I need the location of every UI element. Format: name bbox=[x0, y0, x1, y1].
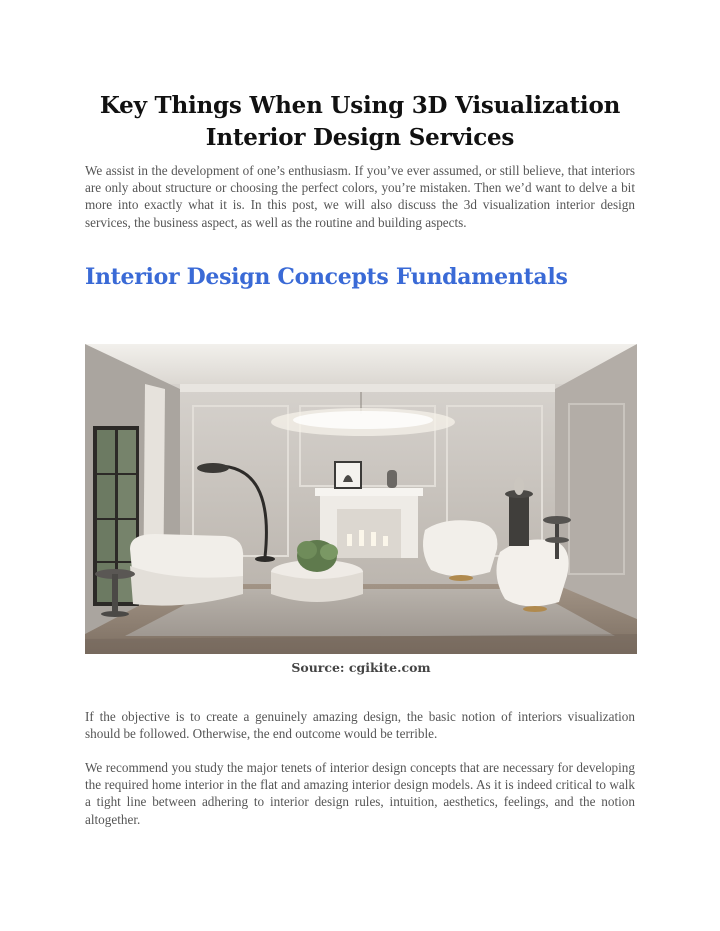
body-paragraph-2: We recommend you study the major tenets of interior design concepts that are necessary for developing the required home interior in the flat and amazing interior design models. As it is indeed critical to walk a tight line between adhering to interior design rules, intuition, aesthetics, feelings, and the notion altogether. bbox=[85, 760, 635, 827]
page-title: Key Things When Using 3D Visualization Interior Design Services bbox=[99, 92, 621, 151]
document-page bbox=[85, 90, 635, 827]
image-caption: Source: cgikite.com bbox=[291, 660, 431, 675]
intro-paragraph: We assist in the development of one’s enthusiasm. If you’ve ever assumed, or still believe, that interiors are only about structure or choosing the perfect colors, you’re mistaken. Then we’d want to delve a bit more into exactly what it is. In this post, we will also discuss the 3d visualization interior design services, the business aspect, as well as the routine and building aspects. bbox=[85, 163, 635, 230]
section-heading: Interior Design Concepts Fundamentals bbox=[85, 263, 568, 290]
body-paragraph-1: If the objective is to create a genuinely amazing design, the basic notion of interiors visualization should be followed. Otherwise, the end outcome would be terrible. bbox=[85, 709, 635, 742]
interior-living-room-image bbox=[85, 344, 637, 654]
